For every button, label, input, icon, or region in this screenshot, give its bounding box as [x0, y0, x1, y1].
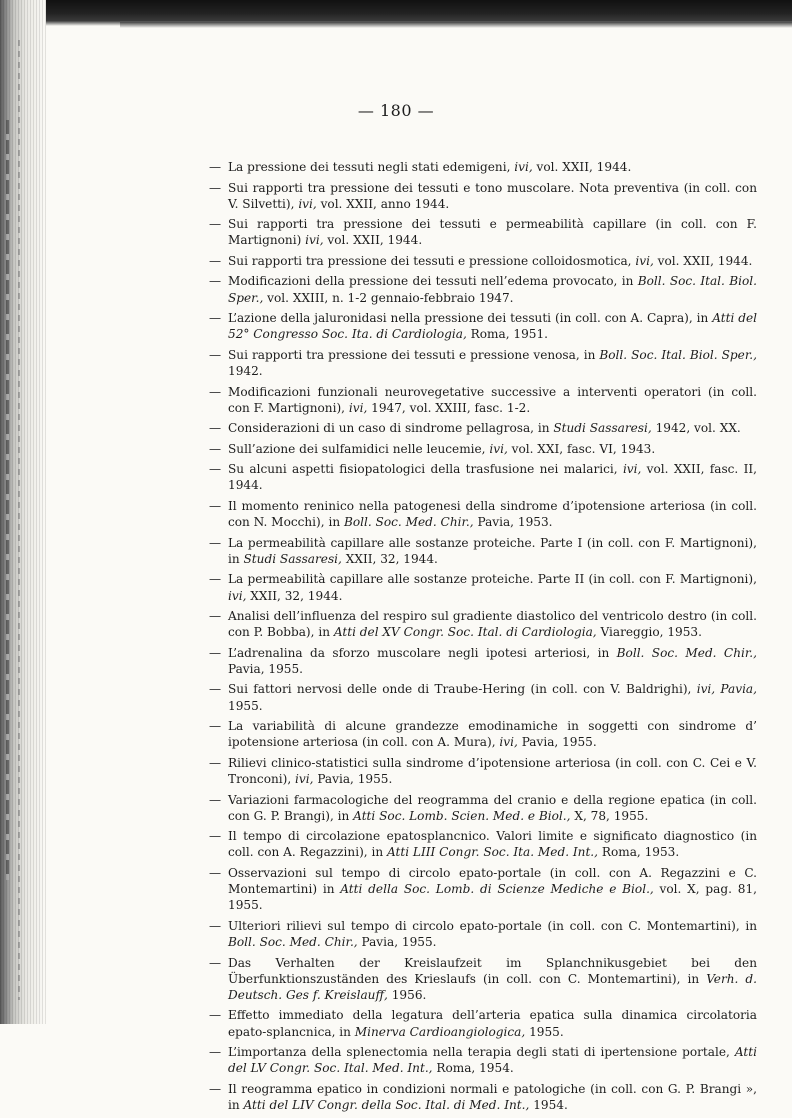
bibliography-entry	[209, 216, 757, 248]
entry-dash: —	[209, 311, 222, 326]
entry-text: Considerazioni di un caso di sindrome pellagrosa, in	[228, 421, 554, 436]
bibliography-entry	[209, 681, 757, 713]
entry-text: Sui rapporti tra pressione dei tessuti e tono muscolare. Nota preventiva (in coll. con V. Silvetti),	[228, 180, 757, 211]
entry-journal-italic: ivi,	[489, 441, 508, 456]
bibliography-entry	[209, 1044, 757, 1076]
entry-journal-italic: ivi,	[622, 462, 642, 477]
entry-text: Variazioni farmacologiche del reogramma del cranio e della regione epatica (in coll. con G. P. Brangi), in	[228, 792, 757, 823]
entry-journal-italic: Verh. d. Deutsch. Ges f. Kreislauff,	[228, 971, 757, 1002]
entry-dash: —	[209, 421, 222, 436]
entry-dash: —	[209, 180, 222, 195]
entry-dash: —	[209, 217, 222, 232]
entry-dash: —	[209, 535, 222, 550]
entry-journal-italic: ivi,	[228, 588, 247, 603]
entry-journal-italic: Minerva Cardioangiologica,	[354, 1024, 526, 1039]
entry-text: Modificazioni funzionali neurovegetative successive a interventi operatori (in coll. con F. Martignoni),	[228, 384, 757, 415]
entry-text: Analisi dell’influenza del respiro sul gradiente diastolico del ventricolo destro (in coll. con P. Bobba), in	[228, 609, 757, 640]
entry-journal-italic: Boll. Soc. Med. Chir.,	[616, 645, 757, 660]
entry-dash: —	[209, 274, 222, 289]
entry-dash: —	[209, 1045, 222, 1060]
entry-journal-italic: ivi,	[295, 772, 314, 787]
entry-text: La pressione dei tessuti negli stati edemigeni,	[228, 160, 515, 174]
entry-journal-italic: ivi,	[305, 233, 324, 248]
entry-journal-italic: Boll. Soc. Ital. Biol. Sper.,	[599, 347, 757, 362]
entry-dash: —	[209, 918, 222, 933]
bibliography-entry	[209, 347, 757, 379]
entry-journal-italic: Studi Sassaresi,	[553, 421, 652, 436]
entry-dash: —	[209, 609, 222, 624]
entry-text: La variabilità di alcune grandezze emodinamiche in soggetti con sindrome d’ ipotensione arteriosa (in coll. con A. Mura),	[228, 719, 757, 750]
entry-dash: —	[209, 160, 222, 174]
entry-text: vol. XXII, 1944.	[532, 160, 632, 174]
entry-dash: —	[209, 829, 222, 844]
bibliography-entry	[209, 535, 757, 567]
scan-binding-streak-secondary	[18, 40, 20, 1000]
entry-text: Modificazioni della pressione dei tessuti nell’edema provocato, in	[228, 274, 638, 289]
entry-text: XXII, 32, 1944.	[341, 551, 438, 566]
entry-journal-italic: ivi,	[348, 400, 368, 415]
entry-text: Das Verhalten der Kreislaufzeit im Splanchnikusgebiet bei den Überfunktionszuständen des Krieslaufs (in coll. con C. Montemartini), in	[228, 955, 757, 986]
entry-text: vol. XXIII, n. 1-2 gennaio-febbraio 1947.	[263, 290, 514, 305]
bibliography-entry	[209, 955, 757, 1004]
entry-dash: —	[209, 441, 222, 456]
bibliography-entry	[209, 828, 757, 860]
entry-dash: —	[209, 572, 222, 587]
entry-journal-italic: ivi,	[298, 196, 317, 211]
entry-text: Rilievi clinico-statistici sulla sindrome d’ipotensione arteriosa (in coll. con C. Cei e V. Tronconi),	[228, 755, 757, 787]
entry-text: La permeabilità capillare alle sostanze proteiche. Parte II (in coll. con F. Martignoni),	[228, 572, 757, 587]
bibliography-entry	[209, 755, 757, 787]
entry-text: Il reogramma epatico in condizioni normali e patologiche (in coll. con G. P. Brangi », in	[228, 1081, 757, 1113]
entry-dash: —	[209, 1081, 222, 1096]
entry-text: vol. XXII, fasc. II, 1944.	[228, 462, 757, 493]
entry-text: Pavia, 1953.	[473, 515, 553, 530]
entry-dash: —	[209, 384, 222, 399]
entry-text: L’adrenalina da sforzo muscolare negli ipotesi arteriosi, in	[228, 645, 617, 660]
page-number: — 180 —	[357, 101, 435, 120]
entry-journal-italic: ivi,	[635, 253, 654, 268]
entry-journal-italic: Boll. Soc. Ital. Biol. Sper.,	[228, 274, 757, 305]
entry-journal-italic: ivi,	[499, 735, 518, 750]
entry-dash: —	[209, 462, 222, 477]
entry-text: 1956.	[387, 987, 427, 1002]
bibliography-entry	[209, 918, 757, 950]
entry-journal-italic: ivi,	[514, 160, 533, 174]
entry-text: 1947, vol. XXIII, fasc. 1-2.	[367, 400, 531, 415]
bibliography-entry	[209, 441, 757, 457]
entry-journal-italic: ivi, Pavia,	[696, 682, 757, 697]
entry-text: Roma, 1954.	[432, 1061, 514, 1076]
entry-text: Pavia, 1955.	[228, 661, 304, 676]
entry-text: Roma, 1953.	[598, 845, 680, 860]
entry-dash: —	[209, 253, 222, 268]
entry-journal-italic: Atti Soc. Lomb. Scien. Med. e Biol.,	[353, 808, 571, 823]
entry-dash: —	[209, 792, 222, 807]
entry-text: 1955.	[228, 698, 263, 713]
entry-text: Viareggio, 1953.	[596, 625, 702, 640]
bibliography-entry	[209, 571, 757, 603]
entry-dash: —	[209, 498, 222, 513]
entry-text: 1954.	[529, 1098, 568, 1113]
bibliography-entry	[209, 461, 757, 493]
entry-text: Pavia, 1955.	[357, 935, 437, 950]
entry-text: 1942.	[228, 364, 263, 379]
bibliography-entry	[209, 253, 757, 269]
entry-dash: —	[209, 1008, 222, 1023]
entry-text: Pavia, 1955.	[517, 735, 597, 750]
entry-text: Ulteriori rilievi sul tempo di circolo epato-portale (in coll. con C. Montemartini), in	[228, 918, 757, 933]
entry-text: L’importanza della splenectomia nella terapia degli stati di ipertensione portale,	[228, 1045, 735, 1060]
entry-text: Su alcuni aspetti fisiopatologici della trasfusione nei malarici,	[228, 462, 623, 477]
entry-text: Pavia, 1955.	[313, 772, 393, 787]
entry-text: X, 78, 1955.	[570, 808, 649, 823]
bibliography-entry	[209, 384, 757, 416]
entry-journal-italic: Atti del LIV Congr. della Soc. Ital. di Med. Int.,	[243, 1098, 530, 1113]
entry-text: XXII, 32, 1944.	[246, 588, 343, 603]
entry-text: 1955.	[525, 1024, 564, 1039]
entry-journal-italic: Atti LIII Congr. Soc. Ita. Med. Int.,	[386, 845, 598, 860]
bibliography-list	[209, 159, 757, 1118]
bibliography-entry	[209, 310, 757, 342]
entry-journal-italic: Atti del XV Congr. Soc. Ital. di Cardiologia,	[333, 625, 597, 640]
bibliography-entry	[209, 792, 757, 824]
entry-text: vol. X, pag. 81, 1955.	[228, 882, 757, 913]
entry-text: Roma, 1951.	[466, 327, 549, 342]
entry-text: Osservazioni sul tempo di circolo epato-portale (in coll. con A. Regazzini e C. Montemartini) in	[228, 865, 757, 897]
entry-dash: —	[209, 645, 222, 660]
entry-dash: —	[209, 865, 222, 880]
scan-top-shadow	[120, 22, 792, 28]
entry-text: vol. XXII, 1944.	[653, 253, 753, 268]
entry-journal-italic: Atti della Soc. Lomb. di Scienze Mediche e Biol.,	[340, 882, 654, 897]
entry-journal-italic: Boll. Soc. Med. Chir.,	[343, 515, 474, 530]
entry-text: vol. XXII, anno 1944.	[316, 196, 450, 211]
entry-text: vol. XXII, 1944.	[323, 233, 423, 248]
bibliography-entry	[209, 273, 757, 305]
entry-text: Sui rapporti tra pressione dei tessuti e pressione venosa, in	[228, 347, 600, 362]
bibliography-entry	[209, 718, 757, 750]
entry-text: Sull’azione dei sulfamidici nelle leucemie,	[228, 441, 490, 456]
entry-text: 1942, vol. XX.	[651, 421, 741, 436]
bibliography-entry	[209, 498, 757, 530]
bibliography-entry	[209, 1081, 757, 1113]
entry-text: La permeabilità capillare alle sostanze proteiche. Parte I (in coll. con F. Martignoni), in	[228, 535, 757, 566]
scan-binding-streak	[6, 120, 9, 880]
entry-dash: —	[209, 682, 222, 697]
entry-text: Il tempo di circolazione epatosplancnico. Valori limite e significato diagnostico (in coll. con A. Regazzini), in	[228, 829, 757, 860]
bibliography-entry	[209, 608, 757, 640]
entry-text: Sui fattori nervosi delle onde di Traube-Hering (in coll. con V. Baldrighi),	[228, 682, 697, 697]
entry-text: Il momento reninico nella patogenesi della sindrome d’ipotensione arteriosa (in coll. con N. Mocchi), in	[228, 498, 757, 530]
entry-dash: —	[209, 955, 222, 970]
bibliography-entry	[209, 159, 757, 175]
entry-dash: —	[209, 755, 222, 770]
entry-text: Sui rapporti tra pressione dei tessuti e pressione colloidosmotica,	[228, 253, 636, 268]
entry-text: L’azione della jaluronidasi nella pressione dei tessuti (in coll. con A. Capra), in	[228, 311, 713, 326]
bibliography-entry	[209, 865, 757, 914]
entry-journal-italic: Boll. Soc. Med. Chir.,	[228, 935, 358, 950]
bibliography-entry	[209, 645, 757, 677]
bibliography-entry	[209, 420, 757, 436]
entry-text: Effetto immediato della legatura dell’arteria epatica sulla dinamica circolatoria epato-splancnica, in	[228, 1008, 757, 1039]
entry-journal-italic: Atti del LV Congr. Soc. Ital. Med. Int.,	[228, 1045, 757, 1076]
entry-journal-italic: Studi Sassaresi,	[243, 551, 342, 566]
entry-dash: —	[209, 719, 222, 734]
entry-text: Sui rapporti tra pressione dei tessuti e permeabilità capillare (in coll. con F. Martignoni)	[228, 217, 757, 248]
entry-dash: —	[209, 347, 222, 362]
entry-text: vol. XXI, fasc. VI, 1943.	[507, 441, 656, 456]
entry-journal-italic: Atti del 52° Congresso Soc. Ita. di Cardiologia,	[228, 311, 757, 342]
bibliography-entry	[209, 180, 757, 212]
